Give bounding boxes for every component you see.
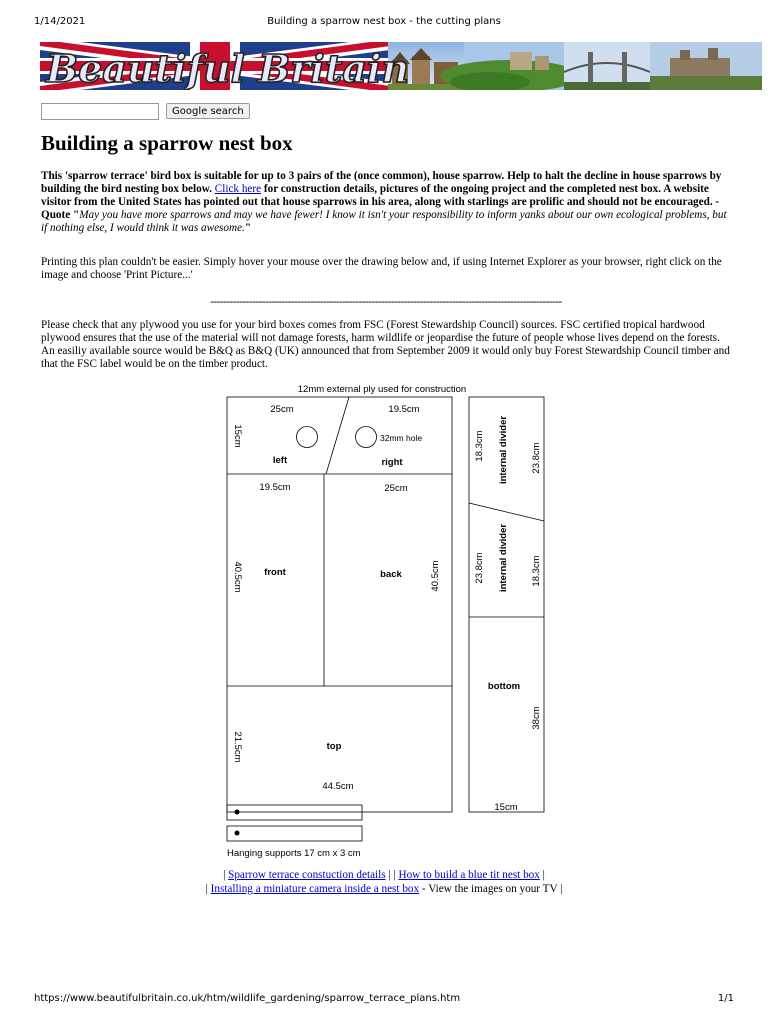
separator: -------------------------------------------------------------------------------------------------------------	[210, 296, 562, 308]
sparrow-terrace-details-link[interactable]: Sparrow terrace constuction details	[228, 869, 386, 881]
divider1-b-label: 23.8cm	[531, 442, 542, 474]
page-title: Building a sparrow nest box	[41, 131, 293, 155]
front-height-label: 40.5cm	[232, 561, 243, 593]
pipe: |	[205, 883, 211, 895]
google-search-button[interactable]: Google search	[166, 103, 250, 119]
cutting-plan-diagram[interactable]	[0, 380, 768, 862]
hole-size-label: 32mm hole	[380, 433, 423, 443]
top-panel-label: top	[326, 741, 342, 752]
pipe: |	[539, 869, 545, 881]
divider2-label: internal divider	[498, 523, 509, 593]
site-logo: Beautiful Britain	[46, 46, 409, 90]
pipe: |	[223, 869, 229, 881]
search-form	[41, 102, 250, 120]
bottom-width-label: 15cm	[494, 802, 518, 813]
left-panel-label: left	[272, 455, 288, 466]
camera-link-suffix: - View the images on your TV	[419, 883, 561, 895]
quote-close: "	[244, 221, 252, 234]
supports-caption: Hanging supports 17 cm x 3 cm	[227, 848, 361, 859]
right-width-label: 19.5cm	[388, 404, 420, 415]
related-links-row-1	[0, 868, 768, 882]
front-width-label: 19.5cm	[259, 482, 291, 493]
intro-text-1: This 'sparrow terrace' bird box is suitable for up to 3 pairs of the (once common), house sparrow. Help to halt the decline in house sparrows by building the bird nesting box below.	[41, 170, 722, 195]
back-width-label: 25cm	[384, 483, 408, 494]
print-page-number: 1/1	[717, 993, 734, 1004]
fsc-note: Please check that any plywood you use for your bird boxes comes from FSC (Forest Stewardship Council) sources. FSC certified tropical hardwood plywood ensures that the use of the material will not damage forests, harm wildlife or jeopardise the future of people whose lives depend on the forests. An easiliy available source would be B&Q as B&Q (UK) announced that from September 2009 it would only buy Forest Stewardship Council timber and that the FSC label would be on the timber product.	[41, 319, 730, 370]
construction-details-link[interactable]: Click here	[214, 182, 262, 195]
intro-paragraph	[41, 170, 731, 235]
entrance-hole-right-icon	[356, 427, 377, 448]
quote-text: May you have more sparrows and may we have fewer! I know it isn't your responsibility to inform yanks about our own ecological problems, but if nothing else, I would think it was awesome.	[41, 208, 727, 234]
intro-text-2: for construction details, pictures of the ongoing project and the completed nest box. A website visitor from the United States has pointed out that house sparrows in his area, along with starlings are prolific and should not be encouraged. - Quote "	[41, 182, 720, 221]
landscape-photos	[388, 42, 762, 90]
divider2-b-label: 18.3cm	[531, 555, 542, 587]
screw-hole-2-icon	[235, 831, 240, 836]
print-note: Printing this plan couldn't be easier. Simply hover your mouse over the drawing below and, if using Internet Explorer as your browser, right click on the image and choose 'Print Picture...'	[41, 256, 722, 281]
front-panel-label: front	[264, 567, 286, 578]
nest-box-camera-link[interactable]: Installing a miniature camera inside a nest box	[210, 883, 420, 895]
search-input[interactable]	[41, 103, 159, 120]
entrance-hole-left-icon	[297, 427, 318, 448]
divider1-a-label: 18.3cm	[474, 430, 485, 462]
pipe: | |	[385, 869, 399, 881]
back-height-label: 40.5cm	[430, 560, 441, 592]
blue-tit-nest-box-link[interactable]: How to build a blue tit nest box	[398, 869, 540, 881]
bottom-panel-label: bottom	[487, 681, 521, 692]
left-width-label: 25cm	[270, 404, 294, 415]
divider2-a-label: 23.8cm	[474, 552, 485, 584]
print-title: Building a sparrow nest box - the cutting plans	[267, 16, 501, 27]
print-url: https://www.beautifulbritain.co.uk/htm/wildlife_gardening/sparrow_terrace_plans.htm	[34, 993, 461, 1004]
banner-graphic	[40, 42, 762, 90]
top-width-label: 44.5cm	[322, 781, 354, 792]
pipe: |	[560, 883, 563, 895]
site-banner[interactable]	[40, 42, 762, 90]
diagram-caption: 12mm external ply used for construction	[297, 384, 467, 395]
bottom-height-label: 38cm	[531, 706, 542, 730]
divider1-label: internal divider	[498, 415, 509, 485]
hanging-support-2	[227, 826, 362, 841]
right-panel-label: right	[381, 457, 403, 468]
print-date: 1/14/2021	[34, 16, 86, 27]
hanging-support-1	[227, 805, 362, 820]
side-height-label: 15cm	[232, 424, 243, 448]
top-height-label: 21.5cm	[232, 731, 243, 763]
back-panel-label: back	[380, 569, 402, 580]
screw-hole-1-icon	[235, 810, 240, 815]
related-links-row-2	[0, 882, 768, 896]
